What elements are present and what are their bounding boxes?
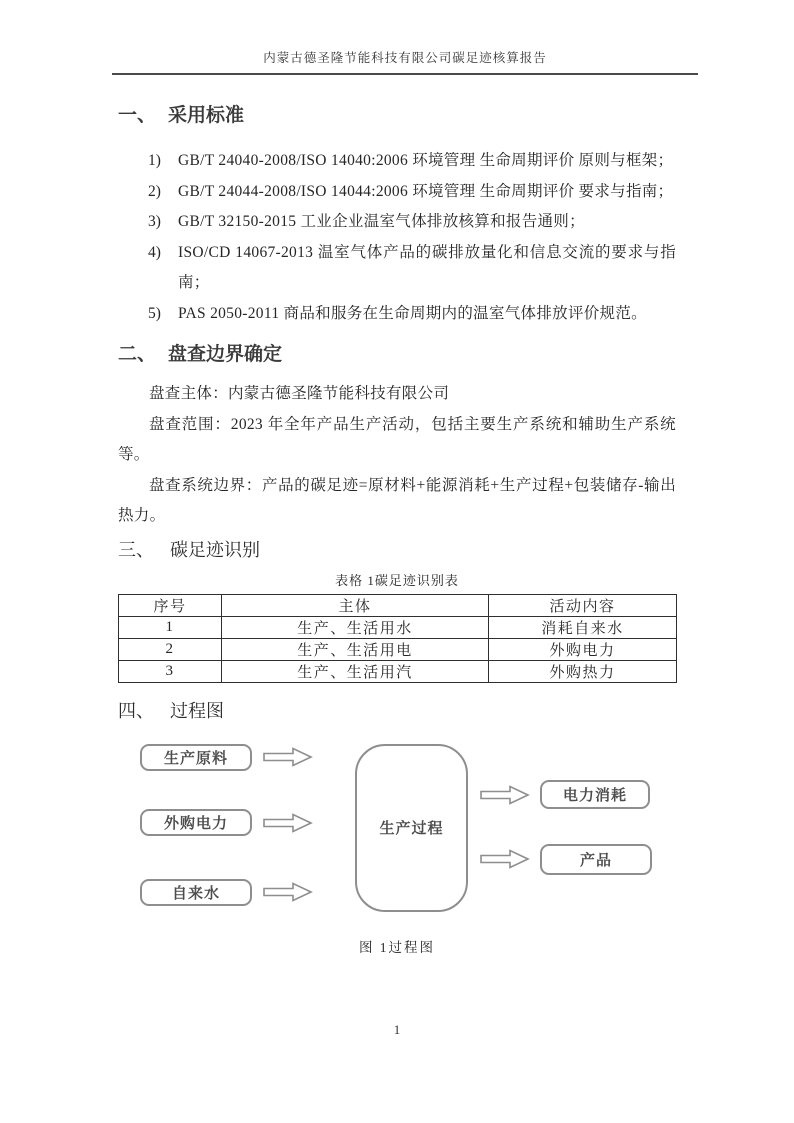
flow-node-product xyxy=(540,844,652,875)
flow-node-production-process xyxy=(355,744,468,912)
section-number: 二、 xyxy=(118,344,157,365)
flow-node-label: 产品 xyxy=(579,851,612,869)
cell-subject: 生产、生活用电 xyxy=(222,638,489,660)
section-title: 盘查边界确定 xyxy=(168,344,283,365)
list-item xyxy=(118,146,676,177)
section-heading-process-diagram xyxy=(118,698,676,724)
flow-arrow-icon xyxy=(480,849,530,869)
list-item xyxy=(118,238,676,299)
page-number: 1 xyxy=(393,1022,401,1037)
list-item-number: 3) xyxy=(148,213,161,230)
footprint-id-table xyxy=(118,594,677,683)
list-item-number: 1) xyxy=(148,152,161,169)
section-heading-footprint-id xyxy=(118,537,676,563)
list-item-text: GB/T 24044-2008/ISO 14044:2006 环境管理 生命周期评价 要求与指南； xyxy=(178,182,674,200)
flow-arrow-icon xyxy=(263,747,313,767)
flow-node-label: 外购电力 xyxy=(163,814,228,832)
section-number: 四、 xyxy=(118,700,154,721)
cell-seq: 1 xyxy=(119,616,222,638)
flow-node-electricity-consumption xyxy=(540,780,650,809)
standards-list xyxy=(118,146,676,329)
flow-node-purchased-electricity xyxy=(140,809,252,836)
section-number: 一、 xyxy=(118,105,157,126)
list-item xyxy=(118,299,676,330)
list-item-text: GB/T 24040-2008/ISO 14040:2006 环境管理 生命周期评价 原则与框架； xyxy=(178,152,674,169)
cell-subject: 生产、生活用水 xyxy=(222,616,489,638)
paragraph-scope: 盘查范围：2023 年全年产品生产活动，包括主要生产系统和辅助生产系统等。 xyxy=(118,415,676,463)
list-item xyxy=(118,207,676,238)
list-item-text: PAS 2050-2011 商品和服务在生命周期内的温室气体排放评价规范。 xyxy=(178,304,647,322)
flow-node-raw-material xyxy=(140,744,252,771)
section-number: 三、 xyxy=(118,539,154,560)
paragraph-subject: 盘查主体：内蒙古德圣隆节能科技有限公司 xyxy=(149,385,450,402)
list-item-number: 4) xyxy=(148,243,161,261)
col-header-seq: 序号 xyxy=(119,594,222,616)
process-flow-diagram xyxy=(118,724,676,920)
table-row xyxy=(119,616,677,638)
list-item-number: 2) xyxy=(148,182,161,200)
list-item-number: 5) xyxy=(148,304,161,322)
cell-activity: 外购电力 xyxy=(489,638,677,660)
section-title: 采用标准 xyxy=(168,105,245,126)
flow-node-label: 自来水 xyxy=(171,884,220,902)
cell-seq: 2 xyxy=(119,638,222,660)
flow-node-label: 电力消耗 xyxy=(562,786,627,804)
section-title: 碳足迹识别 xyxy=(170,539,260,560)
flow-node-tap-water xyxy=(140,879,252,906)
table-header-row xyxy=(119,594,677,616)
flow-arrow-icon xyxy=(263,813,313,833)
table-row xyxy=(119,660,677,682)
flow-node-label: 生产原料 xyxy=(163,749,228,767)
list-item xyxy=(118,177,676,208)
col-header-subject: 主体 xyxy=(222,594,489,616)
flow-arrow-icon xyxy=(263,882,313,902)
section-heading-boundary xyxy=(118,342,676,368)
document-title: 内蒙古德圣隆节能科技有限公司碳足迹核算报告 xyxy=(263,51,547,65)
figure-caption: 图 1过程图 xyxy=(358,939,436,955)
running-header xyxy=(112,48,698,75)
flow-node-label: 生产过程 xyxy=(379,820,444,837)
cell-activity: 外购热力 xyxy=(489,660,677,682)
page-content xyxy=(118,95,676,956)
list-item-text: GB/T 32150-2015 工业企业温室气体排放核算和报告通则； xyxy=(178,213,585,230)
table-row xyxy=(119,638,677,660)
cell-subject: 生产、生活用汽 xyxy=(222,660,489,682)
cell-seq: 3 xyxy=(119,660,222,682)
section-title: 过程图 xyxy=(170,700,224,721)
col-header-activity: 活动内容 xyxy=(489,594,677,616)
section-heading-standards xyxy=(118,103,676,129)
paragraph-system-boundary: 盘查系统边界：产品的碳足迹=原材料+能源消耗+生产过程+包装储存-输出热力。 xyxy=(118,476,676,524)
table-caption: 表格 1碳足迹识别表 xyxy=(335,572,459,588)
cell-activity: 消耗自来水 xyxy=(489,616,677,638)
list-item-text: ISO/CD 14067-2013 温室气体产品的碳排放量化和信息交流的要求与指南； xyxy=(178,243,676,291)
flow-arrow-icon xyxy=(480,785,530,805)
